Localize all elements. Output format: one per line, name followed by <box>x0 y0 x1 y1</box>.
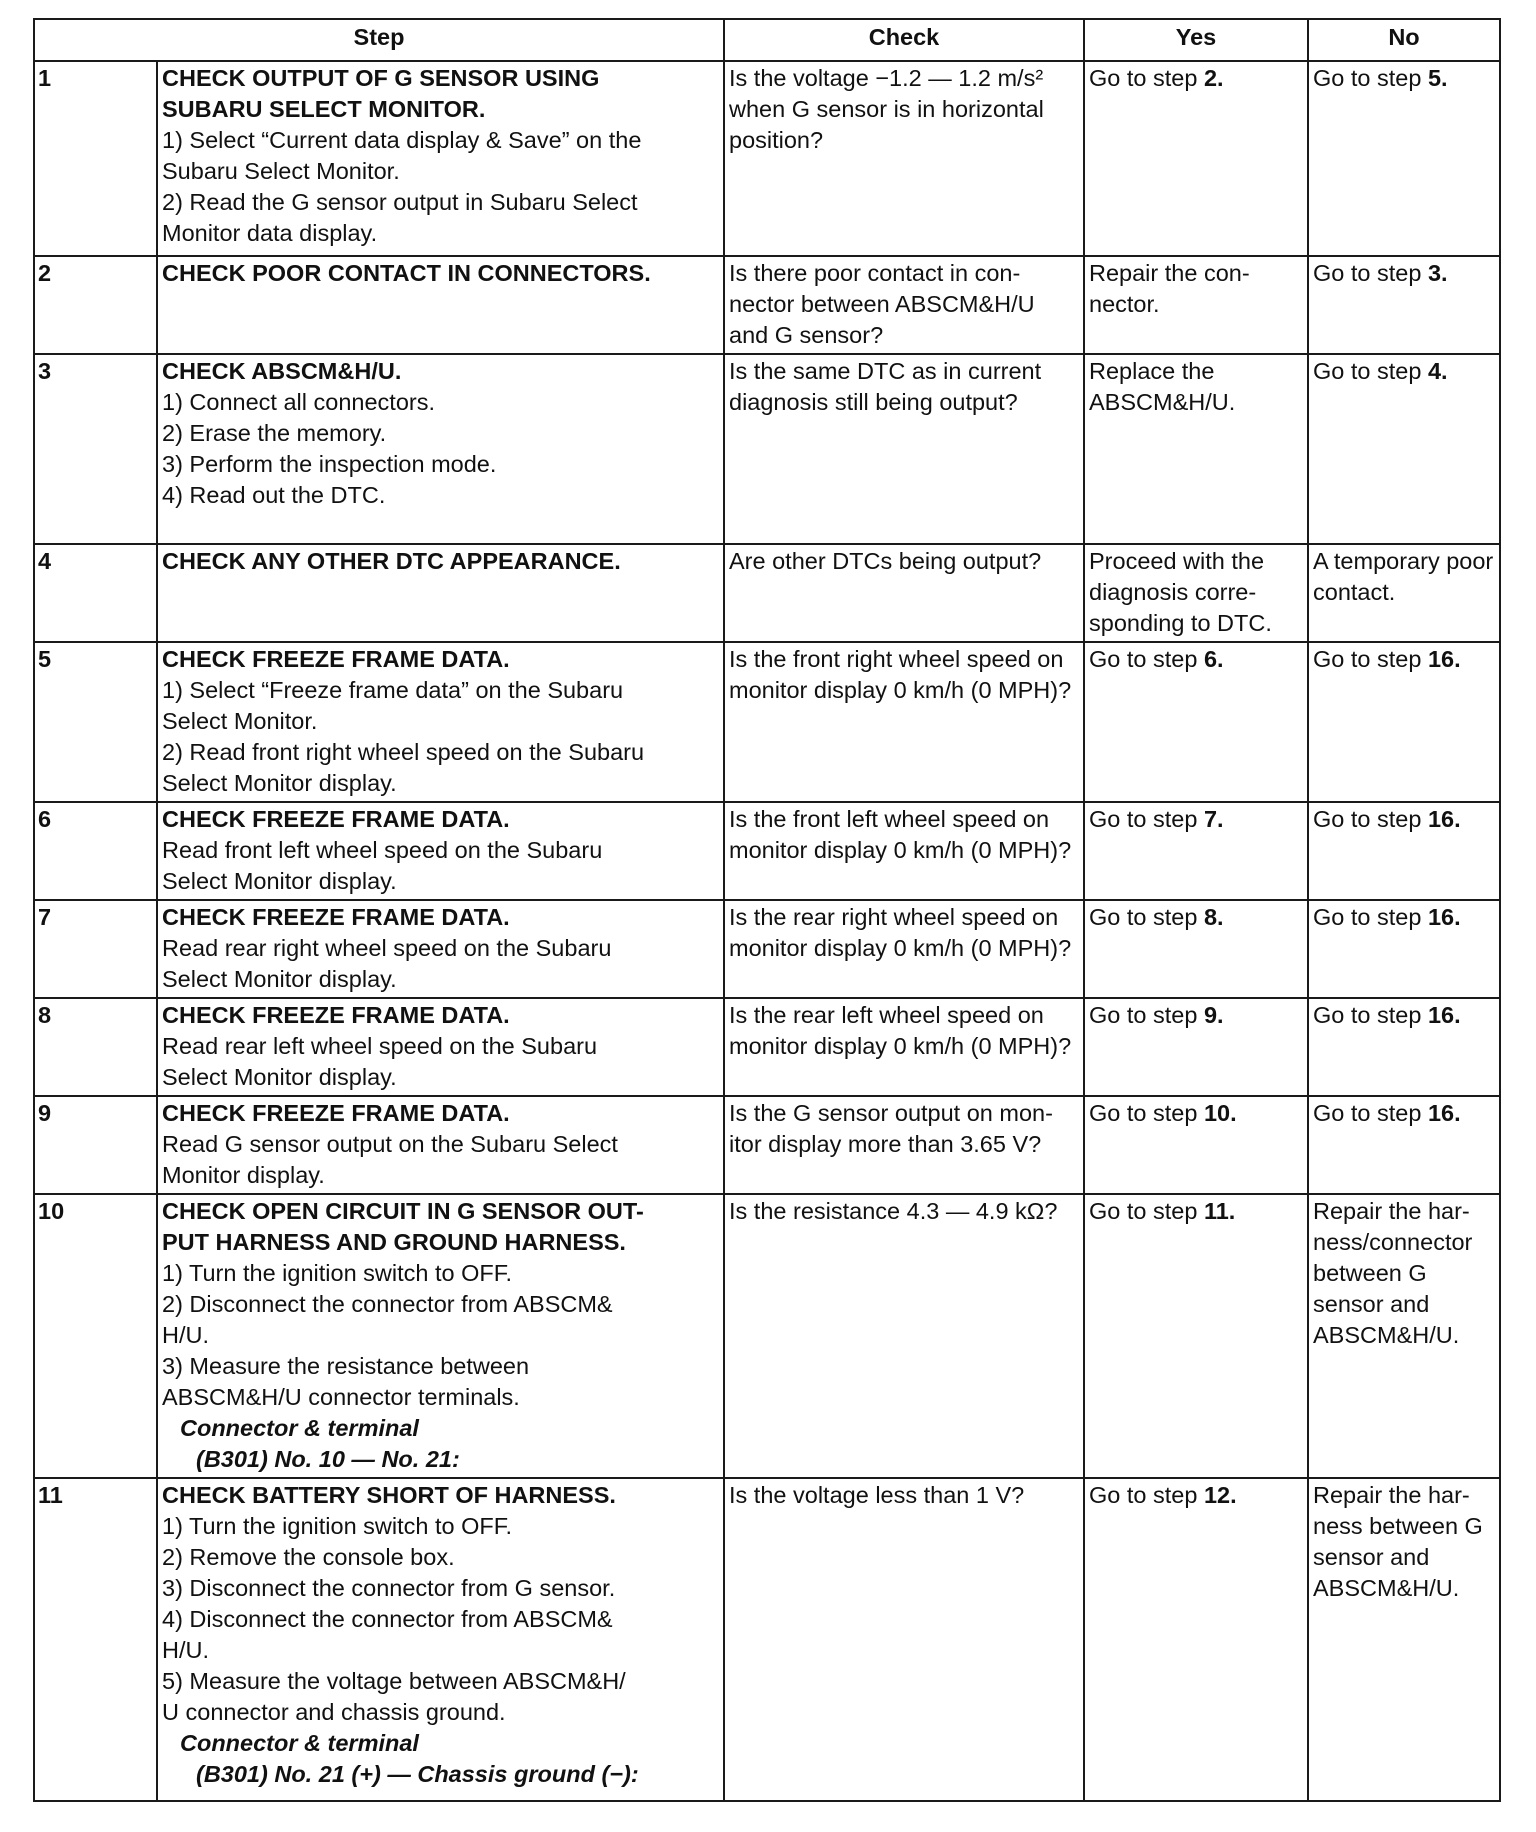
step-instruction-line: 2) Read front right wheel speed on the Subaru <box>162 739 645 765</box>
step-title-line: PUT HARNESS AND GROUND HARNESS. <box>162 1229 626 1255</box>
yes-text: Repair the con-nector. <box>1089 260 1250 317</box>
check-question: Is the rear left wheel speed on monitor display 0 km/h (0 MPH)? <box>724 998 1084 1096</box>
header-no: No <box>1308 19 1500 61</box>
no-step-ref: 16. <box>1427 1002 1461 1028</box>
table-row <box>34 61 1500 256</box>
step-number: 6 <box>34 802 157 900</box>
step-instruction-line: Read G sensor output on the Subaru Select <box>162 1131 618 1157</box>
step-instruction-line: H/U. <box>162 1637 209 1663</box>
no-action <box>1308 900 1500 998</box>
header-yes: Yes <box>1084 19 1308 61</box>
yes-text: Go to step <box>1089 806 1204 832</box>
step-instruction-line: Read rear left wheel speed on the Subaru <box>162 1033 598 1059</box>
step-description <box>157 642 724 802</box>
step-instruction-line: 2) Read the G sensor output in Subaru Select <box>162 189 638 215</box>
connector-label: Connector & terminal <box>180 1730 419 1756</box>
step-title-line: CHECK BATTERY SHORT OF HARNESS. <box>162 1482 616 1508</box>
step-instruction-line: Select Monitor display. <box>162 1064 397 1090</box>
no-text: Go to step <box>1313 358 1428 384</box>
no-action <box>1308 61 1500 256</box>
step-description <box>157 1194 724 1478</box>
yes-text: Go to step <box>1089 1482 1204 1508</box>
no-text: A temporary poor contact. <box>1313 548 1494 605</box>
table-row <box>34 1478 1500 1801</box>
no-text: Go to step <box>1313 806 1428 832</box>
connector-value: (B301) No. 10 — No. 21: <box>196 1446 460 1472</box>
connector-label: Connector & terminal <box>180 1415 419 1441</box>
step-number: 10 <box>34 1194 157 1478</box>
step-instruction-line: 1) Turn the ignition switch to OFF. <box>162 1513 513 1539</box>
no-action <box>1308 802 1500 900</box>
table-row <box>34 900 1500 998</box>
header-step: Step <box>34 19 724 61</box>
yes-step-ref: 2. <box>1203 65 1224 91</box>
step-description <box>157 900 724 998</box>
no-text: Go to step <box>1313 260 1428 286</box>
step-number: 1 <box>34 61 157 256</box>
check-question: Is the G sensor output on mon-itor display more than 3.65 V? <box>724 1096 1084 1194</box>
step-instruction-line: Select Monitor display. <box>162 966 397 992</box>
yes-step-ref: 6. <box>1203 646 1224 672</box>
step-instruction-line: Select Monitor. <box>162 708 318 734</box>
check-question: Is the resistance 4.3 — 4.9 kΩ? <box>724 1194 1084 1478</box>
step-description <box>157 61 724 256</box>
step-instruction-line: Select Monitor display. <box>162 770 397 796</box>
step-instruction-line: Read front left wheel speed on the Subaru <box>162 837 603 863</box>
step-title-line: SUBARU SELECT MONITOR. <box>162 96 486 122</box>
step-instruction-line: Read rear right wheel speed on the Subaru <box>162 935 612 961</box>
yes-action <box>1084 1096 1308 1194</box>
step-number: 8 <box>34 998 157 1096</box>
step-title-line: CHECK FREEZE FRAME DATA. <box>162 1002 510 1028</box>
check-question: Is the front left wheel speed on monitor display 0 km/h (0 MPH)? <box>724 802 1084 900</box>
step-title-line: CHECK FREEZE FRAME DATA. <box>162 806 510 832</box>
no-step-ref: 16. <box>1427 1100 1461 1126</box>
no-step-ref: 16. <box>1427 806 1461 832</box>
step-number: 11 <box>34 1478 157 1801</box>
step-description <box>157 354 724 544</box>
step-instruction-line: ABSCM&H/U connector terminals. <box>162 1384 520 1410</box>
yes-action <box>1084 256 1308 354</box>
yes-step-ref: 9. <box>1203 1002 1224 1028</box>
step-number: 4 <box>34 544 157 642</box>
no-step-ref: 5. <box>1427 65 1448 91</box>
step-description <box>157 1478 724 1801</box>
check-question: Is the voltage −1.2 — 1.2 m/s² when G sensor is in horizontal position? <box>724 61 1084 256</box>
yes-text: Go to step <box>1089 646 1204 672</box>
no-text: Go to step <box>1313 1100 1428 1126</box>
yes-text: Proceed with the diagnosis corre-sponding to DTC. <box>1089 548 1272 636</box>
yes-step-ref: 10. <box>1203 1100 1237 1126</box>
yes-step-ref: 11. <box>1203 1198 1236 1224</box>
step-title-line: CHECK OPEN CIRCUIT IN G SENSOR OUT- <box>162 1198 644 1224</box>
step-number: 5 <box>34 642 157 802</box>
step-instruction-line: Select Monitor display. <box>162 868 397 894</box>
step-instruction-line: Subaru Select Monitor. <box>162 158 400 184</box>
yes-text: Go to step <box>1089 1002 1204 1028</box>
no-action <box>1308 354 1500 544</box>
step-instruction-line: 5) Measure the voltage between ABSCM&H/ <box>162 1668 626 1694</box>
no-text: Repair the har-ness between G sensor and ABSCM&H/U. <box>1313 1482 1483 1601</box>
step-instruction-line: Monitor display. <box>162 1162 325 1188</box>
no-action <box>1308 1096 1500 1194</box>
no-text: Go to step <box>1313 904 1428 930</box>
no-step-ref: 16. <box>1427 904 1461 930</box>
step-instruction-line: H/U. <box>162 1322 209 1348</box>
check-question: Are other DTCs being output? <box>724 544 1084 642</box>
table-row <box>34 802 1500 900</box>
no-action <box>1308 998 1500 1096</box>
yes-action <box>1084 61 1308 256</box>
table-row <box>34 256 1500 354</box>
table-row <box>34 544 1500 642</box>
step-instruction-line: 2) Erase the memory. <box>162 420 387 446</box>
step-instruction-line: 2) Remove the console box. <box>162 1544 455 1570</box>
yes-text: Replace the ABSCM&H/U. <box>1089 358 1236 415</box>
table-header-row <box>34 19 1500 61</box>
step-instruction-line: 2) Disconnect the connector from ABSCM& <box>162 1291 613 1317</box>
table-row <box>34 998 1500 1096</box>
check-question: Is the voltage less than 1 V? <box>724 1478 1084 1801</box>
table-row <box>34 1096 1500 1194</box>
no-step-ref: 3. <box>1427 260 1448 286</box>
step-instruction-line: U connector and chassis ground. <box>162 1699 506 1725</box>
step-title-line: CHECK ABSCM&H/U. <box>162 358 402 384</box>
no-text: Go to step <box>1313 1002 1428 1028</box>
step-title-line: CHECK FREEZE FRAME DATA. <box>162 904 510 930</box>
diagnostic-table <box>33 18 1501 1802</box>
yes-text: Go to step <box>1089 1198 1204 1224</box>
step-instruction-line: 3) Disconnect the connector from G sensor. <box>162 1575 616 1601</box>
no-action <box>1308 544 1500 642</box>
check-question: Is there poor contact in con-nector between ABSCM&H/U and G sensor? <box>724 256 1084 354</box>
table-row <box>34 642 1500 802</box>
step-instruction-line: 1) Select “Freeze frame data” on the Subaru <box>162 677 624 703</box>
step-description <box>157 802 724 900</box>
step-title-line: CHECK OUTPUT OF G SENSOR USING <box>162 65 600 91</box>
no-action <box>1308 1194 1500 1478</box>
no-step-ref: 16. <box>1427 646 1461 672</box>
yes-step-ref: 8. <box>1203 904 1224 930</box>
connector-value: (B301) No. 21 (+) — Chassis ground (−): <box>196 1761 639 1787</box>
step-title-line: CHECK POOR CONTACT IN CONNECTORS. <box>162 260 651 286</box>
step-description <box>157 256 724 354</box>
step-instruction-line: 1) Turn the ignition switch to OFF. <box>162 1260 513 1286</box>
diagnostic-table-page <box>33 18 1499 1802</box>
step-instruction-line: 1) Select “Current data display & Save” on the <box>162 127 642 153</box>
yes-step-ref: 12. <box>1203 1482 1237 1508</box>
no-action <box>1308 1478 1500 1801</box>
yes-action <box>1084 1478 1308 1801</box>
step-instruction-line: 1) Connect all connectors. <box>162 389 436 415</box>
step-title-line: CHECK FREEZE FRAME DATA. <box>162 1100 510 1126</box>
yes-action <box>1084 642 1308 802</box>
no-action <box>1308 642 1500 802</box>
no-action <box>1308 256 1500 354</box>
yes-action <box>1084 544 1308 642</box>
check-question: Is the rear right wheel speed on monitor display 0 km/h (0 MPH)? <box>724 900 1084 998</box>
step-description <box>157 1096 724 1194</box>
yes-text: Go to step <box>1089 1100 1204 1126</box>
step-instruction-line: 4) Disconnect the connector from ABSCM& <box>162 1606 613 1632</box>
yes-action <box>1084 900 1308 998</box>
header-check: Check <box>724 19 1084 61</box>
yes-action <box>1084 998 1308 1096</box>
step-title-line: CHECK FREEZE FRAME DATA. <box>162 646 510 672</box>
table-row <box>34 354 1500 544</box>
yes-action <box>1084 802 1308 900</box>
step-instruction-line: 4) Read out the DTC. <box>162 482 386 508</box>
step-description <box>157 544 724 642</box>
yes-step-ref: 7. <box>1203 806 1224 832</box>
yes-action <box>1084 1194 1308 1478</box>
step-number: 7 <box>34 900 157 998</box>
no-text: Repair the har-ness/connector between G sensor and ABSCM&H/U. <box>1313 1198 1473 1348</box>
yes-action <box>1084 354 1308 544</box>
check-question: Is the same DTC as in current diagnosis still being output? <box>724 354 1084 544</box>
no-text: Go to step <box>1313 65 1428 91</box>
no-text: Go to step <box>1313 646 1428 672</box>
step-number: 9 <box>34 1096 157 1194</box>
step-number: 2 <box>34 256 157 354</box>
step-title-line: CHECK ANY OTHER DTC APPEARANCE. <box>162 548 621 574</box>
step-instruction-line: 3) Measure the resistance between <box>162 1353 530 1379</box>
yes-text: Go to step <box>1089 904 1204 930</box>
yes-text: Go to step <box>1089 65 1204 91</box>
check-question: Is the front right wheel speed on monitor display 0 km/h (0 MPH)? <box>724 642 1084 802</box>
step-instruction-line: 3) Perform the inspection mode. <box>162 451 497 477</box>
table-row <box>34 1194 1500 1478</box>
step-number: 3 <box>34 354 157 544</box>
no-step-ref: 4. <box>1427 358 1448 384</box>
step-instruction-line: Monitor data display. <box>162 220 378 246</box>
table-body <box>34 61 1500 1801</box>
step-description <box>157 998 724 1096</box>
